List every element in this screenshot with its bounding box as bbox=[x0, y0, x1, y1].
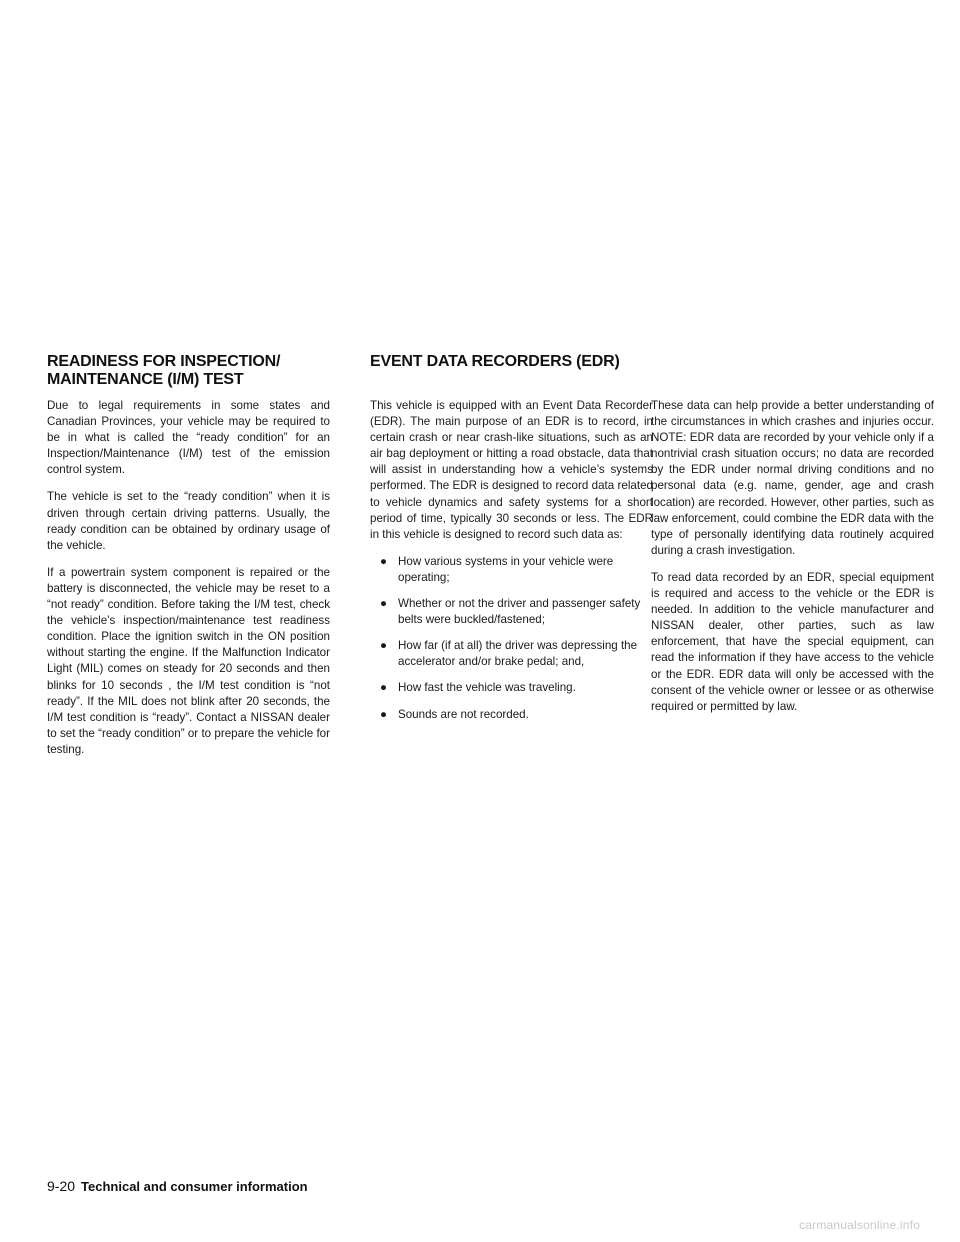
column-im-test bbox=[47, 398, 330, 769]
list-item-text: Whether or not the driver and passenger safety belts were buckled/fastened; bbox=[398, 597, 641, 627]
page-footer bbox=[47, 1178, 308, 1195]
list-item-text: How far (if at all) the driver was depressing the accelerator and/or brake pedal; and, bbox=[398, 639, 638, 669]
list-item-text: Sounds are not recorded. bbox=[398, 707, 529, 721]
bullet-icon: ● bbox=[380, 554, 388, 568]
list-item bbox=[370, 638, 653, 670]
list-item bbox=[370, 707, 653, 723]
heading-line-1: READINESS FOR INSPECTION/ bbox=[47, 353, 281, 370]
paragraph: To read data recorded by an EDR, special equipment is required and access to the vehicle or the EDR is needed. In addition to the vehicle manufacturer and NISSAN dealer, other parties, such as law enforcement, that have the special equipment, can read the information if they have access to the vehicle or the EDR. EDR data will only be accessed with the consent of the vehicle owner or lessee or as otherwise required or permitted by law. bbox=[651, 570, 934, 713]
footer-section-title: Technical and consumer information bbox=[81, 1179, 308, 1194]
paragraph: This vehicle is equipped with an Event Data Recorder (EDR). The main purpose of an EDR is to record, in certain crash or near crash-like situations, such as an air bag deployment or hitting a road obstacle, data that will assist in understanding how a vehicle’s systems performed. The EDR is designed to record data related to vehicle dynamics and safety systems for a short period of time, typically 30 seconds or less. The EDR in this vehicle is designed to record such data as: bbox=[370, 399, 653, 541]
paragraph: If a powertrain system component is repaired or the battery is disconnected, the vehicle may be reset to a “not ready” condition. Before taking the I/M test, check the vehicle’s inspection/maintenance test readiness condition. Place the ignition switch in the ON position without starting the engine. If the Malfunction Indicator Light (MIL) comes on steady for 20 seconds and then blinks for 10 seconds , the I/M test condition is “not ready”. If the MIL does not blink after 20 seconds, the I/M test condition is “ready”. Contact a NISSAN dealer to set the “ready condition” or to prepare the vehicle for testing. bbox=[47, 565, 330, 756]
bullet-icon: ● bbox=[380, 681, 388, 695]
list-item-text: How fast the vehicle was traveling. bbox=[398, 681, 576, 695]
paragraph: These data can help provide a better understanding of the circumstances in which crashes and injuries occur. NOTE: EDR data are recorded by your vehicle only if a nontrivial crash situation occurs; no data are recorded by the EDR under normal driving conditions and no personal data (e.g. name, gender, age and crash location) are recorded. However, other parties, such as law enforcement, could combine the EDR data with the type of personally identifying data routinely acquired during a crash investigation. bbox=[651, 399, 934, 557]
column-edr-intro bbox=[370, 398, 653, 733]
section-heading-im-test bbox=[47, 353, 367, 389]
list-item bbox=[370, 554, 653, 586]
paragraph: Due to legal requirements in some states and Canadian Provinces, your vehicle may be required to be in what is called the “ready condition” for an Inspection/Maintenance (I/M) test of the emission control system. bbox=[47, 399, 330, 477]
list-item bbox=[370, 680, 653, 696]
watermark: carmanualsonline.info bbox=[799, 1218, 920, 1232]
bullet-icon: ● bbox=[380, 597, 388, 611]
bullet-icon: ● bbox=[380, 639, 388, 653]
edr-data-list bbox=[370, 554, 653, 723]
column-edr-details bbox=[651, 398, 934, 726]
page-number: 9-20 bbox=[47, 1178, 76, 1194]
list-item bbox=[370, 596, 653, 628]
section-heading-edr: EVENT DATA RECORDERS (EDR) bbox=[370, 353, 620, 370]
bullet-icon: ● bbox=[380, 707, 388, 721]
list-item-text: How various systems in your vehicle were operating; bbox=[398, 554, 614, 584]
paragraph: The vehicle is set to the “ready condition” when it is driven through certain driving patterns. Usually, the ready condition can be obtained by ordinary usage of the vehicle. bbox=[47, 490, 330, 552]
heading-line-2: MAINTENANCE (I/M) TEST bbox=[47, 371, 244, 388]
